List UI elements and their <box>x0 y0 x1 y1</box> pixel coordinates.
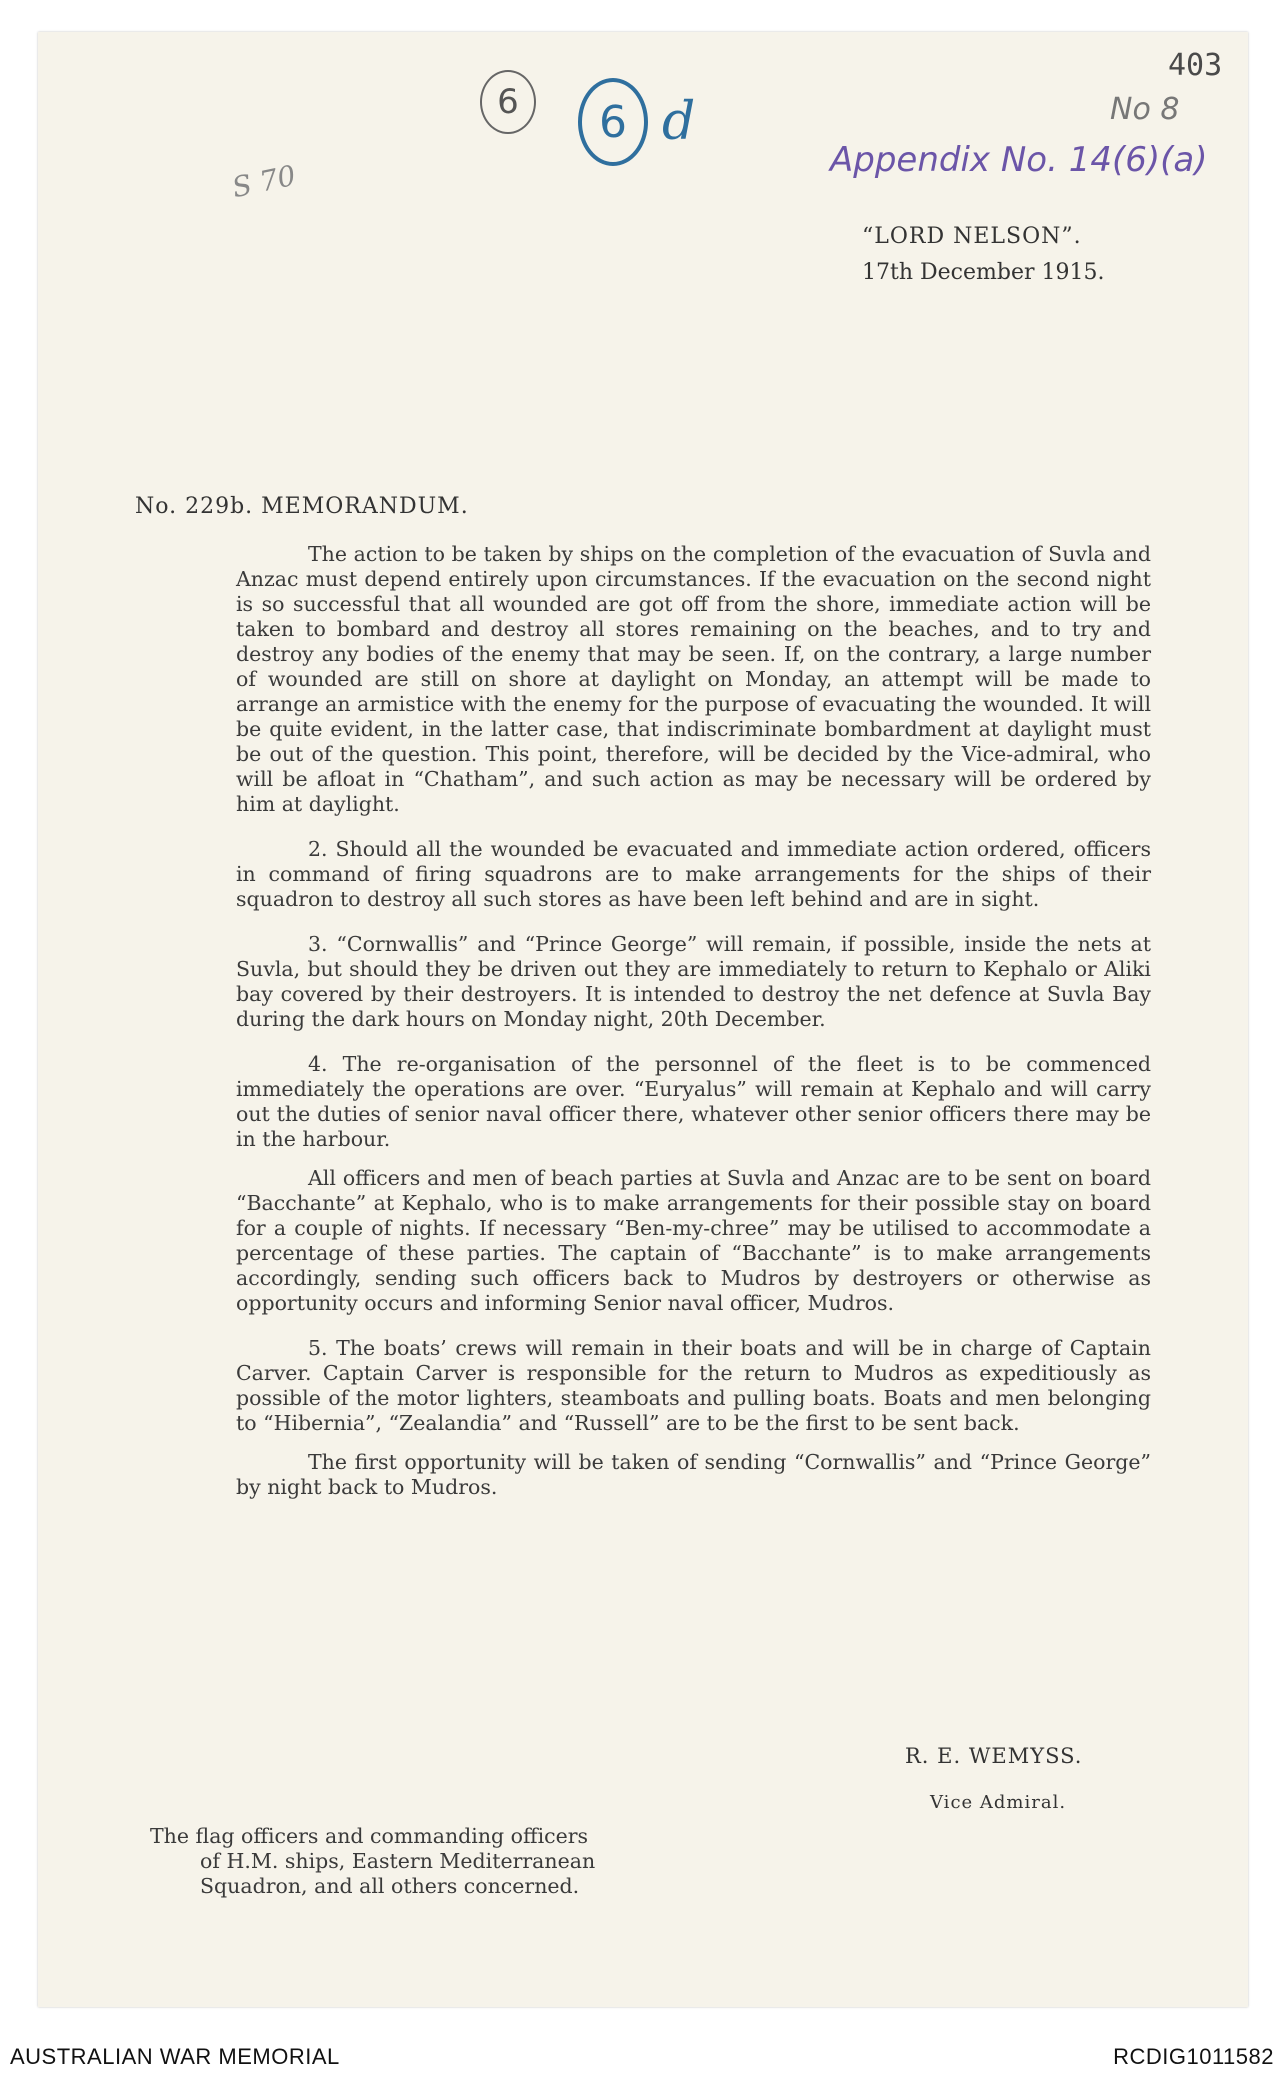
addressee-line: The flag officers and commanding officers <box>150 1824 589 1848</box>
addressee-block <box>150 1824 610 1899</box>
addressee-line: of H.M. ships, Eastern Mediterranean <box>200 1849 596 1873</box>
memo-paragraph: 4. The re-organisation of the personnel of the fleet is to be commenced immediately the operations are over. “Euryalus” will remain at Kephalo and will carry out the duties of senior naval officer there, whatever other senior officers there may be in the harbour. <box>236 1052 1151 1151</box>
signature-name: R. E. WEMYSS. <box>905 1744 1083 1768</box>
signature-title: Vice Admiral. <box>930 1792 1067 1813</box>
ship-name: “LORD NELSON”. <box>862 224 1082 249</box>
memo-body <box>236 542 1151 1520</box>
memo-paragraph: The first opportunity will be taken of sending “Cornwallis” and “Prince George” by night back to Mudros. <box>236 1450 1151 1499</box>
memo-heading: No. 229b. MEMORANDUM. <box>135 494 469 519</box>
memo-paragraph: 5. The boats’ crews will remain in their boats and will be in charge of Captain Carver. Captain Carver is responsible for the return to Mudros as expeditiously as possible of the motor lighters, steamboats and pulling boats. Boats and men belonging to “Hibernia”, “Zealandia” and “Russell” are to be the first to be sent back. <box>236 1336 1151 1435</box>
memo-paragraph: All officers and men of beach parties at Suvla and Anzac are to be sent on board “Bacchante” at Kephalo, who is to make arrangements for their possible stay on board for a couple of nights. If necessary “Ben-my-chree” may be utilised to accommodate a percentage of these parties. The captain of “Bacchante” is to make arrangements accordingly, sending such officers back to Mudros by destroyers or otherwise as opportunity occurs and informing Senior naval officer, Mudros. <box>236 1166 1151 1315</box>
addressee-line: Squadron, and all others concerned. <box>200 1874 580 1898</box>
item-number-annotation: No 8 <box>1110 92 1180 127</box>
memo-paragraph: The action to be taken by ships on the completion of the evacuation of Suvla and Anzac must depend entirely upon circumstances. If the evacuation on the second night is so successful that all wounded are got off from the shore, immediate action will be taken to bombard and destroy all stores remaining on the beaches, and to try and destroy any bodies of the enemy that may be seen. If, on the contrary, a large number of wounded are still on shore at daylight on Monday, an attempt will be made to arrange an armistice with the enemy for the purpose of evacuating the wounded. It will be quite evident, in the latter case, that indiscriminate bombardment at daylight must be out of the question. This point, therefore, will be decided by the Vice-admiral, who will be afloat in “Chatham”, and such action as may be necessary will be ordered by him at daylight. <box>236 542 1151 816</box>
memo-date: 17th December 1915. <box>862 260 1105 285</box>
circled-six-annotation: 6 <box>480 70 536 134</box>
pencil-mark-annotation: S 70 <box>229 158 299 205</box>
footer-record-id: RCDIG1011582 <box>1113 2044 1274 2069</box>
page-number: 403 <box>1168 48 1223 83</box>
appendix-stamp: Appendix No. 14(6)(a) <box>830 140 1208 180</box>
circled-six-suffix-annotation: d <box>662 92 696 152</box>
memo-paragraph: 2. Should all the wounded be evacuated and immediate action ordered, officers in command of firing squadrons are to make arrangements for the ships of their squadron to destroy all such stores as have been left behind and are in sight. <box>236 837 1151 911</box>
footer-archive-name: AUSTRALIAN WAR MEMORIAL <box>10 2044 340 2069</box>
circled-six-blue-annotation: 6 <box>578 78 648 166</box>
memo-paragraph: 3. “Cornwallis” and “Prince George” will remain, if possible, inside the nets at Suvla, but should they be driven out they are immediately to return to Kephalo or Aliki bay covered by their destroyers. It is intended to destroy the net defence at Suvla Bay during the dark hours on Monday night, 20th December. <box>236 932 1151 1031</box>
